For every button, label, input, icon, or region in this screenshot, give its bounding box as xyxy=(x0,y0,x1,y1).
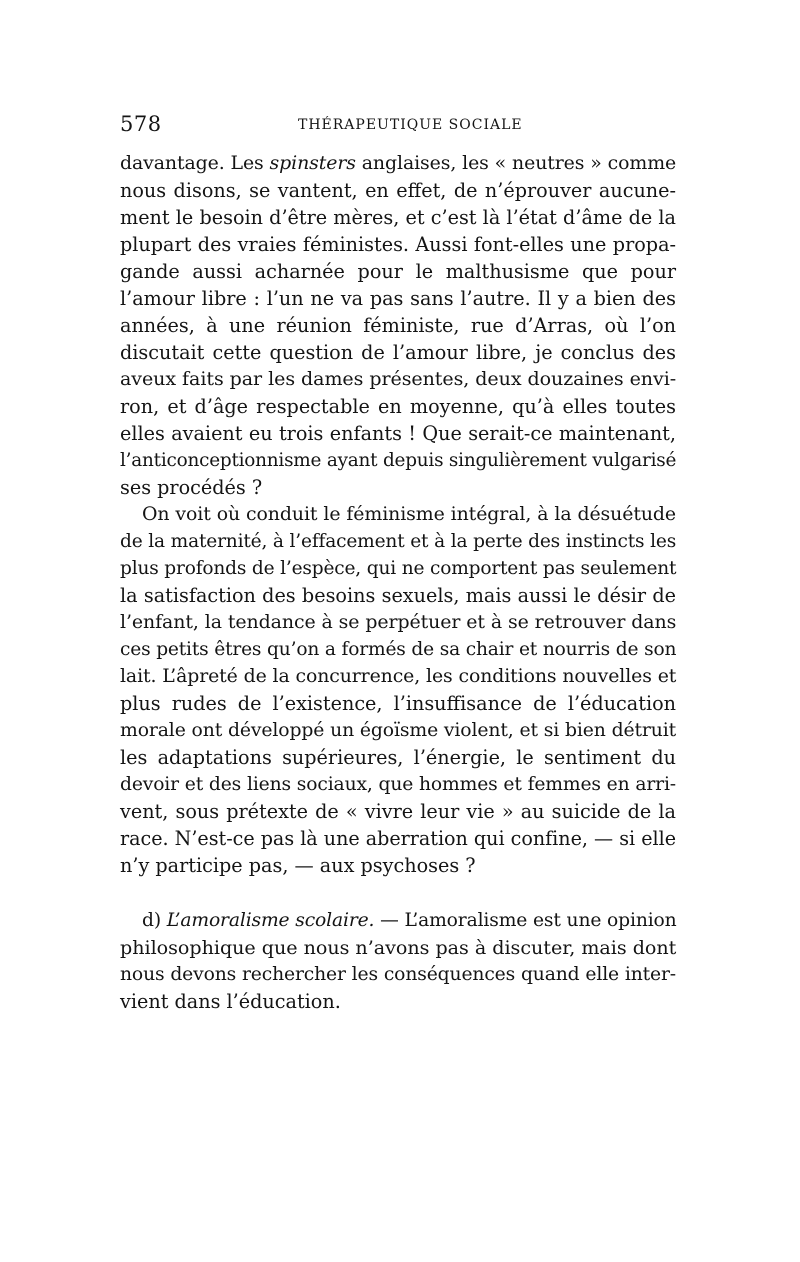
text-line: années, à une réunion féministe, rue d’Arras, où l’on xyxy=(120,314,676,337)
text-line: les adaptations supérieures, l’énergie, le sentiment du xyxy=(120,746,676,769)
italic-term: spinsters xyxy=(269,152,356,174)
text-line: gande aussi acharnée pour le malthusisme que pour xyxy=(120,260,676,283)
text-line: plus rudes de l’existence, l’insuffisance de l’éducation xyxy=(120,692,676,715)
text-line: ment le besoin d’être mères, et c’est là l’état d’âme de la xyxy=(120,206,676,229)
text-line: ron, et d’âge respectable en moyenne, qu’à elles toutes xyxy=(120,395,676,418)
text-line: plus profonds de l’espèce, qui ne comportent pas seulement xyxy=(120,558,677,579)
text-line: aveux faits par les dames présentes, deux douzaines envi- xyxy=(120,368,677,390)
text-line: nous disons, se vantent, en effet, de n’éprouver aucune- xyxy=(120,179,676,202)
text-line: vient dans l’éducation. xyxy=(120,990,341,1013)
text-line: ces petits êtres qu’on a formés de sa chair et nourris de son xyxy=(120,639,677,660)
text-line: elles avaient eu trois enfants ! Que serait-ce maintenant, xyxy=(120,422,676,445)
paragraph-1 xyxy=(120,150,676,501)
text-line: lait. L’âpreté de la concurrence, les conditions nouvelles et xyxy=(120,665,677,687)
text-line: devoir et des liens sociaux, que hommes et femmes en arri- xyxy=(120,774,676,795)
text-run: — L’amoralisme est une opinion xyxy=(374,910,677,931)
page-number: 578 xyxy=(120,112,162,136)
italic-heading: L’amoralisme scolaire. xyxy=(166,910,375,931)
text-line: ses procédés ? xyxy=(120,476,263,499)
text-line: morale ont développé un égoïsme violent, et si bien détruit xyxy=(120,720,677,741)
text-line: l’amour libre : l’un ne va pas sans l’autre. Il y a bien des xyxy=(120,287,676,310)
text-line: n’y participe pas, — aux psychoses ? xyxy=(120,854,476,877)
text-line: la satisfaction des besoins sexuels, mais aussi le désir de xyxy=(120,584,676,607)
running-title: THÉRAPEUTIQUE SOCIALE xyxy=(298,117,523,133)
text-run: d) xyxy=(142,910,167,931)
section-gap xyxy=(120,879,676,907)
text-line: l’enfant, la tendance à se perpétuer et à se retrouver dans xyxy=(120,611,677,633)
running-head xyxy=(120,112,680,142)
paragraph-2 xyxy=(120,501,676,879)
text-line: de la maternité, à l’effacement et à la perte des instincts les xyxy=(120,531,677,552)
paragraph-3 xyxy=(120,907,676,1015)
text-line xyxy=(120,907,676,934)
text-line: On voit où conduit le féminisme intégral, à la désuétude xyxy=(142,503,676,525)
text-line: philosophique que nous n’avons pas à discuter, mais dont xyxy=(120,936,677,959)
text-line: l’anticonceptionnisme ayant depuis singulièrement vulgarisé xyxy=(120,450,677,471)
text-line xyxy=(120,150,676,177)
text-line: race. N’est-ce pas là une aberration qui confine, — si elle xyxy=(120,827,676,850)
text-run: davantage. Les xyxy=(120,152,270,174)
text-line: nous devons rechercher les conséquences quand elle inter- xyxy=(120,964,676,985)
text-line: discutait cette question de l’amour libre, je conclus des xyxy=(120,341,676,364)
text-line: vent, sous prétexte de « vivre leur vie » au suicide de la xyxy=(120,800,676,823)
text-line: plupart des vraies féministes. Aussi font-elles une propa- xyxy=(120,233,676,256)
body-text xyxy=(120,150,676,1015)
text-run: anglaises, les « neutres » comme xyxy=(355,152,677,174)
